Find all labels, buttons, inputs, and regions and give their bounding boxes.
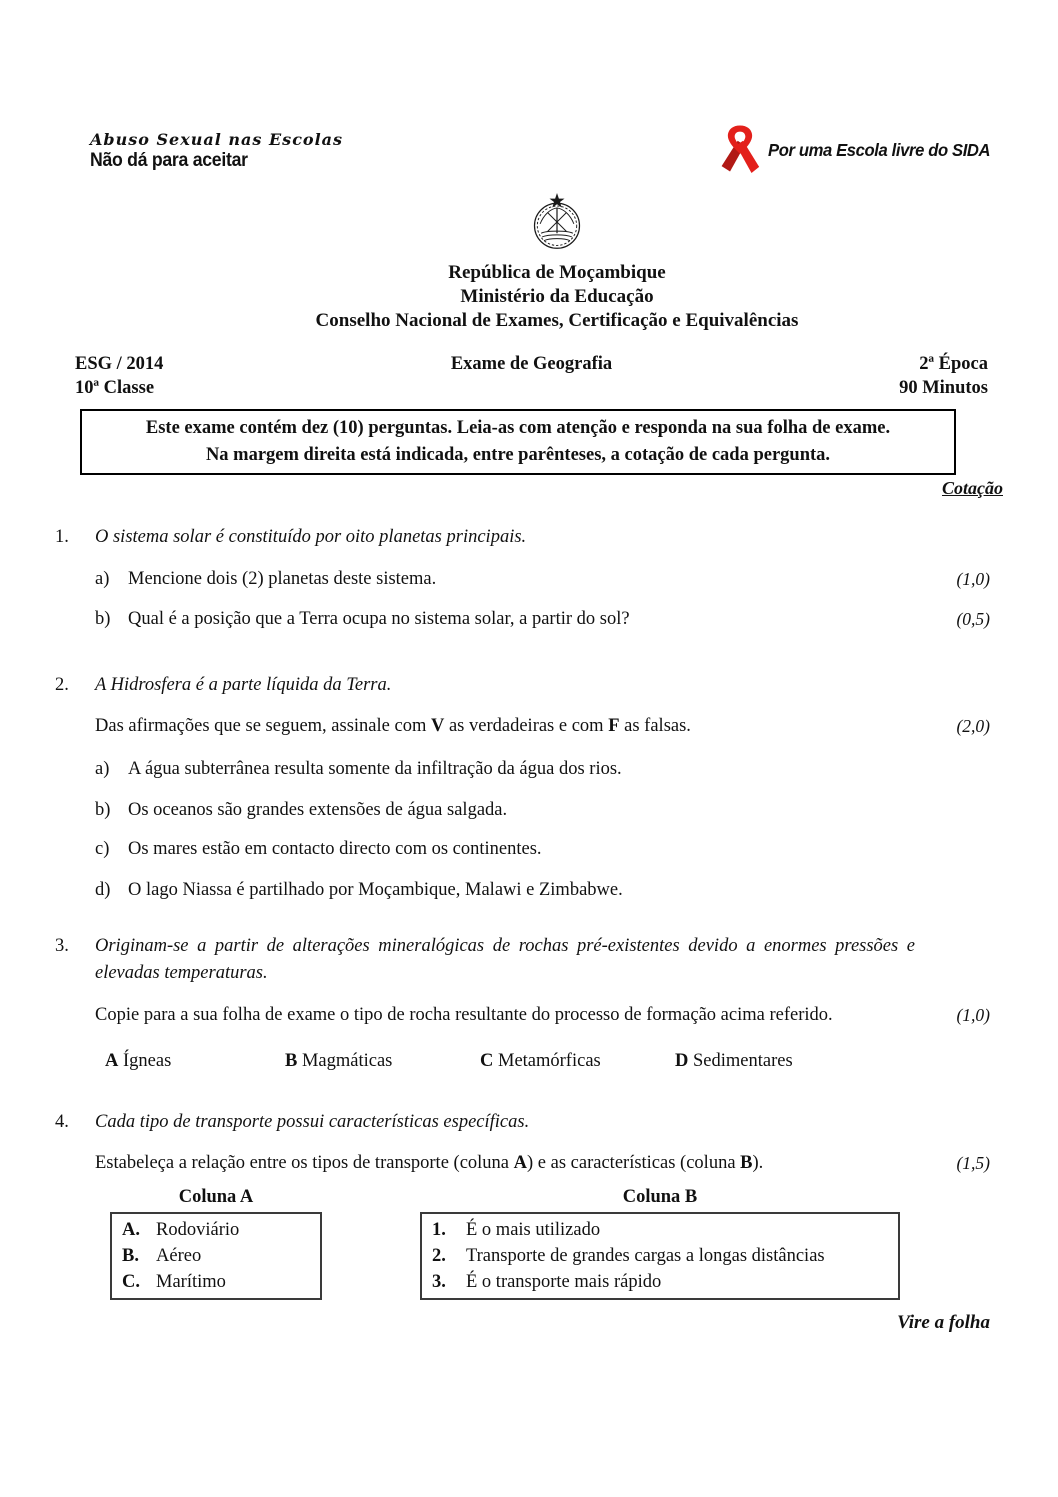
question-1b	[55, 606, 990, 632]
item-text: Qual é a posição que a Terra ocupa no sistema solar, a partir do sol?	[128, 609, 630, 629]
turn-page-note: Vire a folha	[897, 1312, 990, 1333]
table-row: C. Marítimo	[122, 1272, 226, 1292]
option-letter: A	[105, 1051, 119, 1071]
intro-text: Estabeleça a relação entre os tipos de transporte (coluna A) e as características (coluna B).	[95, 1153, 764, 1173]
questions-area	[55, 512, 990, 1336]
option-text: Ígneas	[123, 1051, 172, 1071]
score-badge: (1,0)	[956, 1005, 990, 1025]
grade-level: 10ª Classe	[75, 378, 155, 398]
question-3-number: 3.	[55, 936, 69, 956]
table-row: 2. Transporte de grandes cargas a longas distâncias	[432, 1246, 825, 1266]
question-4	[55, 1109, 990, 1135]
exam-title: Exame de Geografia	[450, 354, 613, 374]
exam-epoch: 2ª Época	[919, 354, 988, 374]
option-letter: B	[285, 1051, 298, 1071]
item-label: c)	[95, 839, 110, 859]
question-3-statement: Originam-se a partir de alterações mineralógicas de rochas pré-existentes devido a enormes pressões e elevadas temperaturas.	[95, 936, 915, 983]
score-badge: (2,0)	[956, 716, 990, 736]
bold-letter: A	[513, 1153, 528, 1173]
item-text: O lago Niassa é partilhado por Moçambique, Malawi e Zimbabwe.	[128, 880, 623, 900]
question-3	[55, 933, 990, 987]
column-a-header: Coluna A	[178, 1187, 254, 1207]
item-text: Os mares estão em contacto directo com os continentes.	[128, 839, 542, 859]
question-1a	[55, 566, 990, 592]
score-badge: (1,0)	[956, 569, 990, 589]
item-text: A água subterrânea resulta somente da infiltração da água dos rios.	[128, 759, 622, 779]
matching-tables	[55, 1184, 990, 1300]
question-1	[55, 524, 990, 550]
item-label: d)	[95, 880, 111, 900]
question-1-number: 1.	[55, 527, 69, 547]
task-text: Copie para a sua folha de exame o tipo de rocha resultante do processo de formação acima referido.	[95, 1005, 833, 1025]
item-label: a)	[95, 569, 110, 589]
option-b	[285, 1048, 480, 1074]
government-header	[28, 192, 1058, 333]
question-1-statement: O sistema solar é constituído por oito planetas principais.	[95, 527, 527, 547]
question-2-intro	[55, 713, 990, 739]
cotacao-header: Cotação	[942, 478, 1003, 498]
sida-banner	[717, 120, 1002, 180]
transport-types-table	[110, 1184, 322, 1300]
question-4-number: 4.	[55, 1112, 69, 1132]
table-row: 1. É o mais utilizado	[432, 1220, 601, 1240]
table-row: B. Aéreo	[122, 1246, 202, 1266]
option-c	[480, 1048, 675, 1074]
question-2-number: 2.	[55, 675, 69, 695]
campaign-script-line: Abuso Sexual nas Escolas	[90, 130, 344, 149]
bold-letter: V	[430, 716, 445, 736]
instructions-line-2: Na margem direita está indicada, entre parênteses, a cotação de cada pergunta.	[205, 445, 831, 465]
item-text: Mencione dois (2) planetas deste sistema.	[128, 569, 437, 589]
instructions-line-1: Este exame contém dez (10) perguntas. Leia-as com atenção e responda na sua folha de exame.	[145, 418, 891, 438]
table-row: A. Rodoviário	[122, 1220, 240, 1240]
item-label: a)	[95, 759, 110, 779]
national-emblem-icon	[526, 192, 588, 252]
option-letter: D	[675, 1051, 689, 1071]
table-row: 3. É o transporte mais rápido	[432, 1272, 662, 1292]
score-badge: (1,5)	[956, 1153, 990, 1173]
characteristics-table	[420, 1184, 900, 1300]
score-badge: (0,5)	[956, 609, 990, 629]
column-b-header: Coluna B	[622, 1187, 698, 1207]
ministry-title: Ministério da Educação	[460, 286, 654, 307]
intro-text: Das afirmações que se seguem, assinale com V as verdadeiras e com F as falsas.	[95, 716, 691, 736]
question-4-intro	[55, 1150, 990, 1176]
bold-letter: F	[608, 716, 620, 736]
program-year: ESG / 2014	[75, 354, 164, 374]
question-4-statement: Cada tipo de transporte possui características específicas.	[95, 1112, 530, 1132]
question-2b	[55, 797, 990, 823]
question-3-task	[55, 1002, 990, 1028]
instructions-box	[80, 409, 956, 475]
aids-ribbon-icon	[717, 120, 763, 180]
sida-banner-text: Por uma Escola livre do SIDA	[768, 139, 991, 160]
option-d	[675, 1048, 793, 1074]
question-2c	[55, 836, 990, 862]
campaign-logo	[90, 130, 343, 172]
bold-letter: B	[740, 1153, 753, 1173]
exam-meta	[75, 352, 988, 400]
exam-duration: 90 Minutos	[899, 378, 988, 398]
item-label: b)	[95, 800, 111, 820]
council-title: Conselho Nacional de Exames, Certificação e Equivalências	[315, 310, 799, 331]
item-text: Os oceanos são grandes extensões de água salgada.	[128, 800, 508, 820]
item-label: b)	[95, 609, 111, 629]
republic-title: República de Moçambique	[448, 262, 666, 283]
option-a	[105, 1048, 285, 1074]
option-text: Magmáticas	[301, 1051, 393, 1071]
question-2a	[55, 756, 990, 782]
option-text: Metamórficas	[498, 1051, 601, 1071]
question-2	[55, 672, 990, 698]
question-2-statement: A Hidrosfera é a parte líquida da Terra.	[95, 675, 392, 695]
question-2d	[55, 877, 990, 903]
campaign-slogan-line: Não dá para aceitar	[90, 150, 248, 171]
option-text: Sedimentares	[693, 1051, 793, 1071]
option-letter: C	[480, 1051, 494, 1071]
question-3-options	[55, 1048, 990, 1074]
